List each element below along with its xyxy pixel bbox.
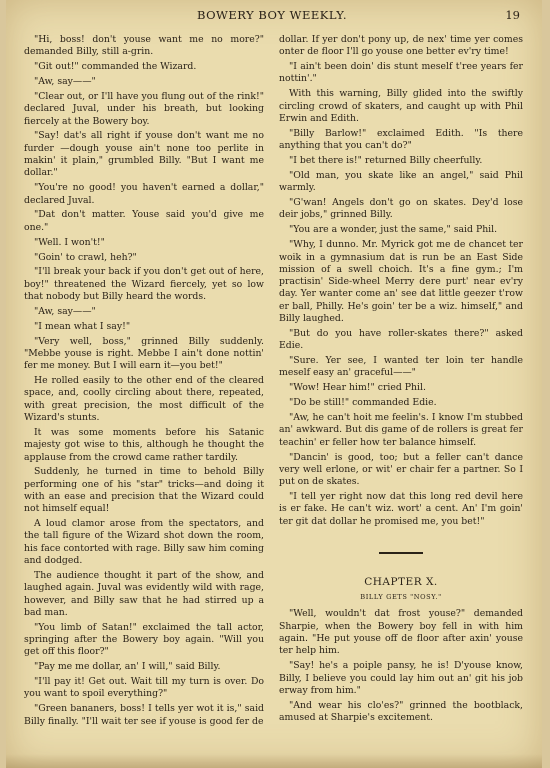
paragraph: "Hi, boss! don't youse want me no more?" demanded Billy, still a-grin. [24, 34, 264, 58]
paragraph: A loud clamor arose from the spectators, and the tall figure of the Wizard shot down the room, his face contorted with rage. Billy saw him coming and dodged. [24, 518, 264, 567]
paragraph: "You are a wonder, just the same," said Phil. [289, 224, 498, 236]
paragraph: "Aw, say——" [34, 305, 96, 317]
paragraph: "You're no good! you haven't earned a dollar," declared Juval. [24, 182, 264, 206]
paragraph: "Pay me me dollar, an' I will," said Billy. [34, 661, 221, 673]
paragraph: "But do you have roller-skates there?" asked Edie. [279, 327, 523, 352]
page-bottom-edge [6, 754, 542, 768]
paragraph: "Goin' to crawl, heh?" [34, 251, 137, 263]
paragraph: "Why, I dunno. Mr. Myrick got me de chancet ter woik in a gymnasium dat is run be an East Side mission of a swell choich. It's a fine gym.; I'm practisin' Side-wheel Merry dere purt' near ev'ry day. Yer wanter come an' see dat little geezer t'row er ball, Philly. He's goin' ter be a wiz. himself," and Billy laughed. [279, 239, 523, 324]
paragraph: "Well, wouldn't dat frost youse?" demanded Sharpie, when the Bowery boy fell in with him again. "He put youse off de floor after axin' youse ter help him. [279, 608, 523, 657]
page-number: 19 [505, 8, 520, 22]
paragraph: "I'll pay it! Get out. Wait till my turn is over. Do you want to spoil everything?" [24, 676, 264, 700]
paragraph: "I ain't been doin' dis stunt meself t'ree years fer nottin'." [279, 61, 523, 85]
paragraph: With this warning, Billy glided into the swiftly circling crowd of skaters, and caught up with Phil Erwin and Edith. [279, 88, 523, 124]
chapter-heading: CHAPTER X. [364, 575, 438, 588]
paragraph: "Aw, say——" [34, 76, 96, 88]
paragraph: "I bet there is!" returned Billy cheerfully. [289, 155, 483, 167]
paragraph: "Say! dat's all right if youse don't want me no furder —dough youse ain't none too perlite in makin' it plain," grumbled Billy. "But I want me dollar." [24, 130, 264, 179]
paragraph: Suddenly, he turned in time to behold Billy performing one of his "star" tricks—and doing it with an ease and precision that the Wizard could not himself equal! [24, 466, 264, 515]
paragraph: "I mean what I say!" [34, 320, 131, 332]
magazine-title: BOWERY BOY WEEKLY. [196, 8, 348, 22]
paragraph: "Dancin' is good, too; but a feller can't dance very well erlone, or wit' er chair fer a partner. So I put on de skates. [279, 451, 523, 488]
paragraph: "Do be still!" commanded Edie. [289, 397, 437, 409]
chapter-subheading: BILLY GETS "NOSY." [360, 593, 442, 602]
paragraph: "Very well, boss," grinned Billy suddenly. "Mebbe youse is right. Mebbe I ain't done nottin' fer me money. But I will earn it—you bet!" [24, 335, 264, 372]
paragraph: "Old man, you skate like an angel," said Phil warmly. [279, 169, 523, 194]
paragraph: "Wow! Hear him!" cried Phil. [289, 382, 426, 394]
paragraph: dollar. If yer don't pony up, de nex' time yer comes onter de floor I'll go youse one better ev'ry time! [279, 34, 523, 58]
paragraph: "Clear out, or I'll have you flung out of the rink!" declared Juval, under his breath, but looking fiercely at the Bowery boy. [24, 90, 264, 127]
paragraph: "You limb of Satan!" exclaimed the tall actor, springing after the Bowery boy again. "Will you get off this floor?" [24, 621, 264, 658]
paragraph: "I'll break your back if you don't get out of here, boy!" threatened the Wizard fiercely, yet so low that nobody but Billy heard the words. [24, 266, 264, 302]
left-column [24, 34, 264, 731]
paragraph: "I tell yer right now dat this long red devil here is er fake. He can't wiz. wort' a cent. An' I'm goin' ter git dat dollar he promised me, you bet!" [279, 491, 523, 527]
paragraph: "Sure. Yer see, I wanted ter loin ter handle meself easy an' graceful——" [279, 355, 523, 379]
paragraph: "Dat don't matter. Youse said you'd give me one." [24, 209, 264, 233]
section-divider [379, 552, 423, 554]
paragraph: "Aw, he can't hoit me feelin's. I know I'm stubbed an' awkward. But dis game of de rollers is great fer teachin' er feller how ter balance himself. [279, 412, 523, 448]
paragraph: "Git out!" commanded the Wizard. [34, 61, 197, 73]
paragraph: "Well. I won't!" [34, 236, 105, 248]
right-column [279, 34, 523, 727]
paragraph: "G'wan! Angels don't go on skates. Dey'd lose deir jobs," grinned Billy. [279, 197, 523, 221]
paragraph: "And wear his clo'es?" grinned the bootblack, amused at Sharpie's excitement. [279, 699, 523, 724]
magazine-page [6, 0, 542, 768]
paragraph: "Say! he's a poiple pansy, he is! D'youse know, Billy, I believe you could lay him out an' git his job erway from him." [279, 660, 523, 696]
paragraph: It was some moments before his Satanic majesty got wise to this, although he thought the applause from the crowd came rather tardily. [24, 426, 264, 463]
paragraph: The audience thought it part of the show, and laughed again. Juval was evidently wild with rage, however, and Billy saw that he had stirred up a bad man. [24, 569, 264, 618]
page-header [24, 8, 520, 24]
paragraph: He rolled easily to the other end of the cleared space, and, coolly circling about there, repeated, with great precision, the most difficult of the Wizard's stunts. [24, 375, 264, 424]
paragraph: "Green bananers, boss! I tells yer wot it is," said Billy finally. "I'll wait ter see if youse is good fer de [24, 703, 264, 727]
paragraph: "Billy Barlow!" exclaimed Edith. "Is there anything that you can't do?" [279, 127, 523, 152]
